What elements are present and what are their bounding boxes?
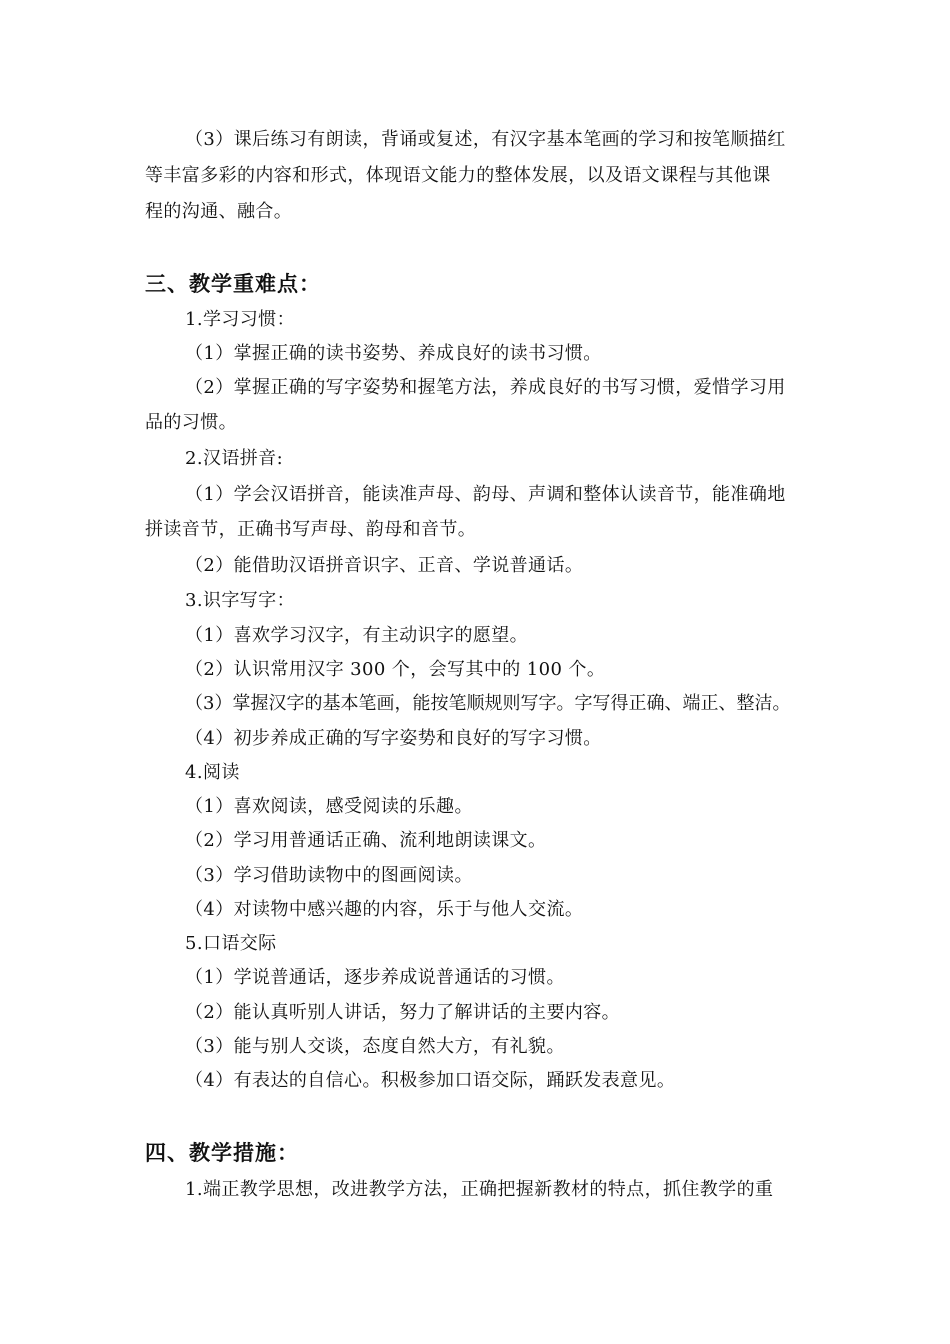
s3-subheading-reading: 4.阅读: [185, 762, 240, 783]
s3-list-item: （1）学说普通话，逐步养成说普通话的习惯。: [185, 967, 565, 988]
s3-list-item: （1）学会汉语拼音，能读准声母、韵母、声调和整体认读音节，能准确地: [185, 484, 786, 505]
s3-list-item-cont: 拼读音节，正确书写声母、韵母和音节。: [145, 519, 477, 540]
s3-list-item: （3）掌握汉字的基本笔画，能按笔顺规则写字。字写得正确、端正、整洁。: [185, 693, 791, 714]
s3-list-item-cont: 品的习惯。: [145, 412, 237, 433]
s3-list-item: （2）能认真听别人讲话，努力了解讲话的主要内容。: [185, 1002, 621, 1023]
intro-para-line-2: 等丰富多彩的内容和形式，体现语文能力的整体发展，以及语文课程与其他课: [145, 165, 771, 186]
s3-list-item: （2）掌握正确的写字姿势和握笔方法，养成良好的书写习惯，爱惜学习用: [185, 377, 786, 398]
s3-subheading-study-habits: 1.学习习惯：: [185, 309, 295, 330]
s4-list-item: 1.端正教学思想，改进教学方法，正确把握新教材的特点，抓住教学的重: [185, 1179, 774, 1200]
s3-list-item: （1）掌握正确的读书姿势、养成良好的读书习惯。: [185, 343, 602, 364]
s3-list-item: （3）学习借助读物中的图画阅读。: [185, 865, 473, 886]
s3-list-item: （4）有表达的自信心。积极参加口语交际，踊跃发表意见。: [185, 1070, 676, 1091]
s3-list-item: （2）能借助汉语拼音识字、正音、学说普通话。: [185, 555, 584, 576]
s3-subheading-pinyin: 2.汉语拼音:: [185, 448, 284, 469]
intro-para-line-1: （3）课后练习有朗读，背诵或复述，有汉字基本笔画的学习和按笔顺描红: [185, 129, 786, 150]
s3-list-item: （3）能与别人交谈，态度自然大方，有礼貌。: [185, 1036, 565, 1057]
s3-list-item: （4）初步养成正确的写字姿势和良好的写字习惯。: [185, 728, 602, 749]
section-4-heading: 四、教学措施：: [145, 1141, 299, 1165]
s3-list-item: （4）对读物中感兴趣的内容，乐于与他人交流。: [185, 899, 584, 920]
section-3-heading: 三、教学重难点：: [145, 272, 321, 296]
s3-list-item: （2）学习用普通话正确、流利地朗读课文。: [185, 830, 547, 851]
intro-para-line-3: 程的沟通、融合。: [145, 201, 293, 222]
s3-list-item: （2）认识常用汉字 300 个，会写其中的 100 个。: [185, 659, 606, 680]
s3-list-item: （1）喜欢阅读，感受阅读的乐趣。: [185, 796, 473, 817]
s3-subheading-oral: 5.口语交际: [185, 933, 277, 954]
s3-subheading-literacy: 3.识字写字：: [185, 590, 295, 611]
s3-list-item: （1）喜欢学习汉字，有主动识字的愿望。: [185, 625, 529, 646]
